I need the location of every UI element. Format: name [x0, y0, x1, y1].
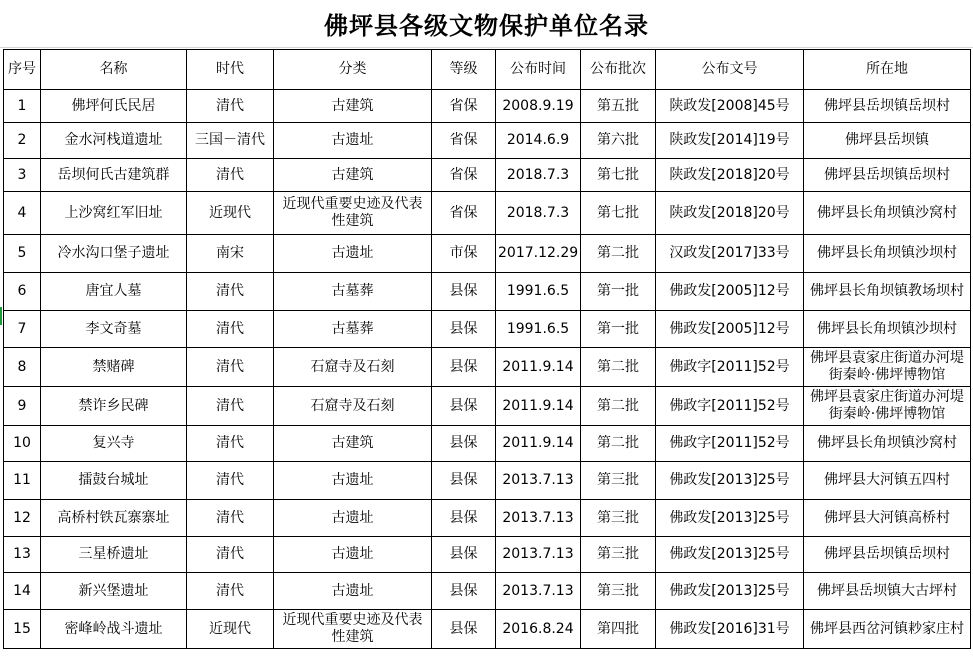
cell-date[interactable]: 2014.6.9 — [496, 123, 581, 159]
cell-era[interactable]: 清代 — [187, 90, 274, 123]
cell-doc-no[interactable]: 佛政字[2011]52号 — [656, 387, 804, 426]
cell-level[interactable]: 县保 — [432, 537, 496, 573]
cell-seq[interactable]: 4 — [4, 192, 41, 235]
cell-category[interactable]: 近现代重要史迹及代表性建筑 — [274, 610, 432, 649]
cell-location[interactable]: 佛坪县长角坝镇沙窝村 — [804, 192, 971, 235]
cell-name[interactable]: 三星桥遗址 — [41, 537, 187, 573]
table-row — [4, 123, 971, 159]
cell-level[interactable]: 省保 — [432, 159, 496, 192]
table-row — [4, 192, 971, 235]
cell-category[interactable]: 古遗址 — [274, 537, 432, 573]
cell-seq[interactable]: 12 — [4, 500, 41, 537]
cell-category[interactable]: 石窟寺及石刻 — [274, 348, 432, 387]
cell-era[interactable]: 清代 — [187, 426, 274, 462]
table-row — [4, 348, 971, 387]
cell-era[interactable]: 清代 — [187, 573, 274, 610]
cell-seq[interactable]: 13 — [4, 537, 41, 573]
table-row — [4, 235, 971, 273]
table-row — [4, 426, 971, 462]
cell-date[interactable]: 1991.6.5 — [496, 311, 581, 348]
cell-level[interactable]: 市保 — [432, 235, 496, 273]
cell-name[interactable]: 金水河栈道遗址 — [41, 123, 187, 159]
cell-doc-no[interactable]: 陕政发[2014]19号 — [656, 123, 804, 159]
column-header-seq[interactable]: 序号 — [4, 50, 41, 90]
cell-name[interactable]: 李文奇墓 — [41, 311, 187, 348]
cell-location[interactable]: 佛坪县岳坝镇 — [804, 123, 971, 159]
cell-era[interactable]: 南宋 — [187, 235, 274, 273]
cell-doc-no[interactable]: 佛政发[2013]25号 — [656, 500, 804, 537]
cell-era[interactable]: 三国－清代 — [187, 123, 274, 159]
column-header-date[interactable]: 公布时间 — [496, 50, 581, 90]
cell-doc-no[interactable]: 佛政字[2011]52号 — [656, 348, 804, 387]
cell-batch[interactable]: 第五批 — [581, 90, 656, 123]
row-marker — [0, 307, 2, 325]
cell-level[interactable]: 县保 — [432, 311, 496, 348]
cell-category[interactable]: 近现代重要史迹及代表性建筑 — [274, 192, 432, 235]
column-header-batch[interactable]: 公布批次 — [581, 50, 656, 90]
cell-location[interactable]: 佛坪县岳坝镇岳坝村 — [804, 90, 971, 123]
cell-era[interactable]: 清代 — [187, 311, 274, 348]
cell-location[interactable]: 佛坪县岳坝镇大古坪村 — [804, 573, 971, 610]
cell-location[interactable]: 佛坪县长角坝镇教场坝村 — [804, 273, 971, 311]
cell-doc-no[interactable]: 佛政发[2013]25号 — [656, 462, 804, 500]
cell-batch[interactable]: 第七批 — [581, 192, 656, 235]
cell-location[interactable]: 佛坪县大河镇高桥村 — [804, 500, 971, 537]
cell-name[interactable]: 佛坪何氏民居 — [41, 90, 187, 123]
cell-name[interactable]: 高桥村铁瓦寨寨址 — [41, 500, 187, 537]
cell-batch[interactable]: 第一批 — [581, 273, 656, 311]
column-header-location[interactable]: 所在地 — [804, 50, 971, 90]
cell-level[interactable]: 县保 — [432, 426, 496, 462]
page-title: 佛坪县各级文物保护单位名录 — [0, 0, 973, 48]
cell-seq[interactable]: 15 — [4, 610, 41, 649]
cell-era[interactable]: 近现代 — [187, 192, 274, 235]
cell-date[interactable]: 2011.9.14 — [496, 387, 581, 426]
cell-doc-no[interactable]: 佛政发[2013]25号 — [656, 537, 804, 573]
cell-level[interactable]: 省保 — [432, 90, 496, 123]
cell-era[interactable]: 清代 — [187, 348, 274, 387]
cell-date[interactable]: 2017.12.29 — [496, 235, 581, 273]
cell-doc-no[interactable]: 陕政发[2008]45号 — [656, 90, 804, 123]
cell-seq[interactable]: 14 — [4, 573, 41, 610]
cell-location[interactable]: 佛坪县岳坝镇岳坝村 — [804, 159, 971, 192]
cell-era[interactable]: 清代 — [187, 273, 274, 311]
cell-seq[interactable]: 9 — [4, 387, 41, 426]
cell-category[interactable]: 古遗址 — [274, 123, 432, 159]
cell-category[interactable]: 古建筑 — [274, 159, 432, 192]
cell-batch[interactable]: 第四批 — [581, 610, 656, 649]
cell-doc-no[interactable]: 佛政发[2005]12号 — [656, 311, 804, 348]
cell-doc-no[interactable]: 佛政发[2016]31号 — [656, 610, 804, 649]
cell-batch[interactable]: 第二批 — [581, 426, 656, 462]
cell-name[interactable]: 上沙窝红军旧址 — [41, 192, 187, 235]
cell-level[interactable]: 县保 — [432, 610, 496, 649]
column-header-level[interactable]: 等级 — [432, 50, 496, 90]
cell-name[interactable]: 禁赌碑 — [41, 348, 187, 387]
cell-date[interactable]: 2011.9.14 — [496, 348, 581, 387]
cell-era[interactable]: 清代 — [187, 159, 274, 192]
cell-location[interactable]: 佛坪县长角坝镇沙窝村 — [804, 426, 971, 462]
cell-doc-no[interactable]: 陕政发[2018]20号 — [656, 159, 804, 192]
cell-doc-no[interactable]: 陕政发[2018]20号 — [656, 192, 804, 235]
cell-date[interactable]: 2013.7.13 — [496, 573, 581, 610]
cell-era[interactable]: 清代 — [187, 537, 274, 573]
cell-level[interactable]: 县保 — [432, 573, 496, 610]
cell-seq[interactable]: 10 — [4, 426, 41, 462]
cell-batch[interactable]: 第七批 — [581, 159, 656, 192]
table-row — [4, 273, 971, 311]
cell-batch[interactable]: 第三批 — [581, 573, 656, 610]
table-row — [4, 311, 971, 348]
table-row — [4, 159, 971, 192]
cell-location[interactable]: 佛坪县西岔河镇耖家庄村 — [804, 610, 971, 649]
cell-date[interactable]: 1991.6.5 — [496, 273, 581, 311]
cell-batch[interactable]: 第三批 — [581, 462, 656, 500]
cell-location[interactable]: 佛坪县大河镇五四村 — [804, 462, 971, 500]
cell-name[interactable]: 密峰岭战斗遗址 — [41, 610, 187, 649]
cell-seq[interactable]: 3 — [4, 159, 41, 192]
cell-level[interactable]: 县保 — [432, 387, 496, 426]
column-header-doc-no[interactable]: 公布文号 — [656, 50, 804, 90]
cell-location[interactable]: 佛坪县袁家庄街道办河堤街秦岭·佛坪博物馆 — [804, 348, 971, 387]
cell-category[interactable]: 古墓葬 — [274, 311, 432, 348]
cell-date[interactable]: 2013.7.13 — [496, 462, 581, 500]
cell-category[interactable]: 古遗址 — [274, 573, 432, 610]
cell-category[interactable]: 古遗址 — [274, 462, 432, 500]
cell-level[interactable]: 县保 — [432, 273, 496, 311]
cell-doc-no[interactable]: 佛政字[2011]52号 — [656, 426, 804, 462]
cell-batch[interactable]: 第一批 — [581, 311, 656, 348]
cell-level[interactable]: 省保 — [432, 123, 496, 159]
cell-batch[interactable]: 第二批 — [581, 348, 656, 387]
column-header-name[interactable]: 名称 — [41, 50, 187, 90]
cell-location[interactable]: 佛坪县长角坝镇沙坝村 — [804, 311, 971, 348]
column-header-category[interactable]: 分类 — [274, 50, 432, 90]
cell-batch[interactable]: 第六批 — [581, 123, 656, 159]
column-header-era[interactable]: 时代 — [187, 50, 274, 90]
cell-name[interactable]: 新兴堡遗址 — [41, 573, 187, 610]
cell-date[interactable]: 2013.7.13 — [496, 537, 581, 573]
cell-location[interactable]: 佛坪县长角坝镇沙坝村 — [804, 235, 971, 273]
cell-seq[interactable]: 7 — [4, 311, 41, 348]
cell-level[interactable]: 县保 — [432, 348, 496, 387]
cell-name[interactable]: 唐宜人墓 — [41, 273, 187, 311]
cell-doc-no[interactable]: 佛政发[2005]12号 — [656, 273, 804, 311]
cell-category[interactable]: 石窟寺及石刻 — [274, 387, 432, 426]
cell-name[interactable]: 岳坝何氏古建筑群 — [41, 159, 187, 192]
cell-batch[interactable]: 第二批 — [581, 387, 656, 426]
cell-category[interactable]: 古遗址 — [274, 500, 432, 537]
heritage-table — [3, 49, 971, 649]
cell-category[interactable]: 古遗址 — [274, 235, 432, 273]
table-row — [4, 462, 971, 500]
cell-level[interactable]: 县保 — [432, 500, 496, 537]
table-row — [4, 500, 971, 537]
cell-date[interactable]: 2008.9.19 — [496, 90, 581, 123]
cell-location[interactable]: 佛坪县岳坝镇岳坝村 — [804, 537, 971, 573]
cell-location[interactable]: 佛坪县袁家庄街道办河堤街秦岭·佛坪博物馆 — [804, 387, 971, 426]
cell-doc-no[interactable]: 佛政发[2013]25号 — [656, 573, 804, 610]
cell-name[interactable]: 禁诈乡民碑 — [41, 387, 187, 426]
header-row — [4, 50, 971, 90]
cell-seq[interactable]: 11 — [4, 462, 41, 500]
cell-category[interactable]: 古建筑 — [274, 90, 432, 123]
table-row — [4, 610, 971, 649]
cell-era[interactable]: 近现代 — [187, 610, 274, 649]
cell-batch[interactable]: 第三批 — [581, 500, 656, 537]
cell-seq[interactable]: 6 — [4, 273, 41, 311]
table-row — [4, 537, 971, 573]
cell-level[interactable]: 县保 — [432, 462, 496, 500]
cell-seq[interactable]: 2 — [4, 123, 41, 159]
cell-era[interactable]: 清代 — [187, 462, 274, 500]
table-row — [4, 387, 971, 426]
cell-batch[interactable]: 第二批 — [581, 235, 656, 273]
cell-doc-no[interactable]: 汉政发[2017]33号 — [656, 235, 804, 273]
cell-date[interactable]: 2016.8.24 — [496, 610, 581, 649]
cell-category[interactable]: 古建筑 — [274, 426, 432, 462]
cell-name[interactable]: 擂鼓台城址 — [41, 462, 187, 500]
cell-category[interactable]: 古墓葬 — [274, 273, 432, 311]
cell-date[interactable]: 2013.7.13 — [496, 500, 581, 537]
cell-level[interactable]: 省保 — [432, 192, 496, 235]
cell-seq[interactable]: 5 — [4, 235, 41, 273]
cell-batch[interactable]: 第三批 — [581, 537, 656, 573]
cell-era[interactable]: 清代 — [187, 500, 274, 537]
cell-name[interactable]: 复兴寺 — [41, 426, 187, 462]
cell-date[interactable]: 2018.7.3 — [496, 192, 581, 235]
cell-date[interactable]: 2018.7.3 — [496, 159, 581, 192]
cell-date[interactable]: 2011.9.14 — [496, 426, 581, 462]
table-row — [4, 573, 971, 610]
table-row — [4, 90, 971, 123]
cell-seq[interactable]: 8 — [4, 348, 41, 387]
cell-era[interactable]: 清代 — [187, 387, 274, 426]
cell-seq[interactable]: 1 — [4, 90, 41, 123]
cell-name[interactable]: 冷水沟口堡子遗址 — [41, 235, 187, 273]
